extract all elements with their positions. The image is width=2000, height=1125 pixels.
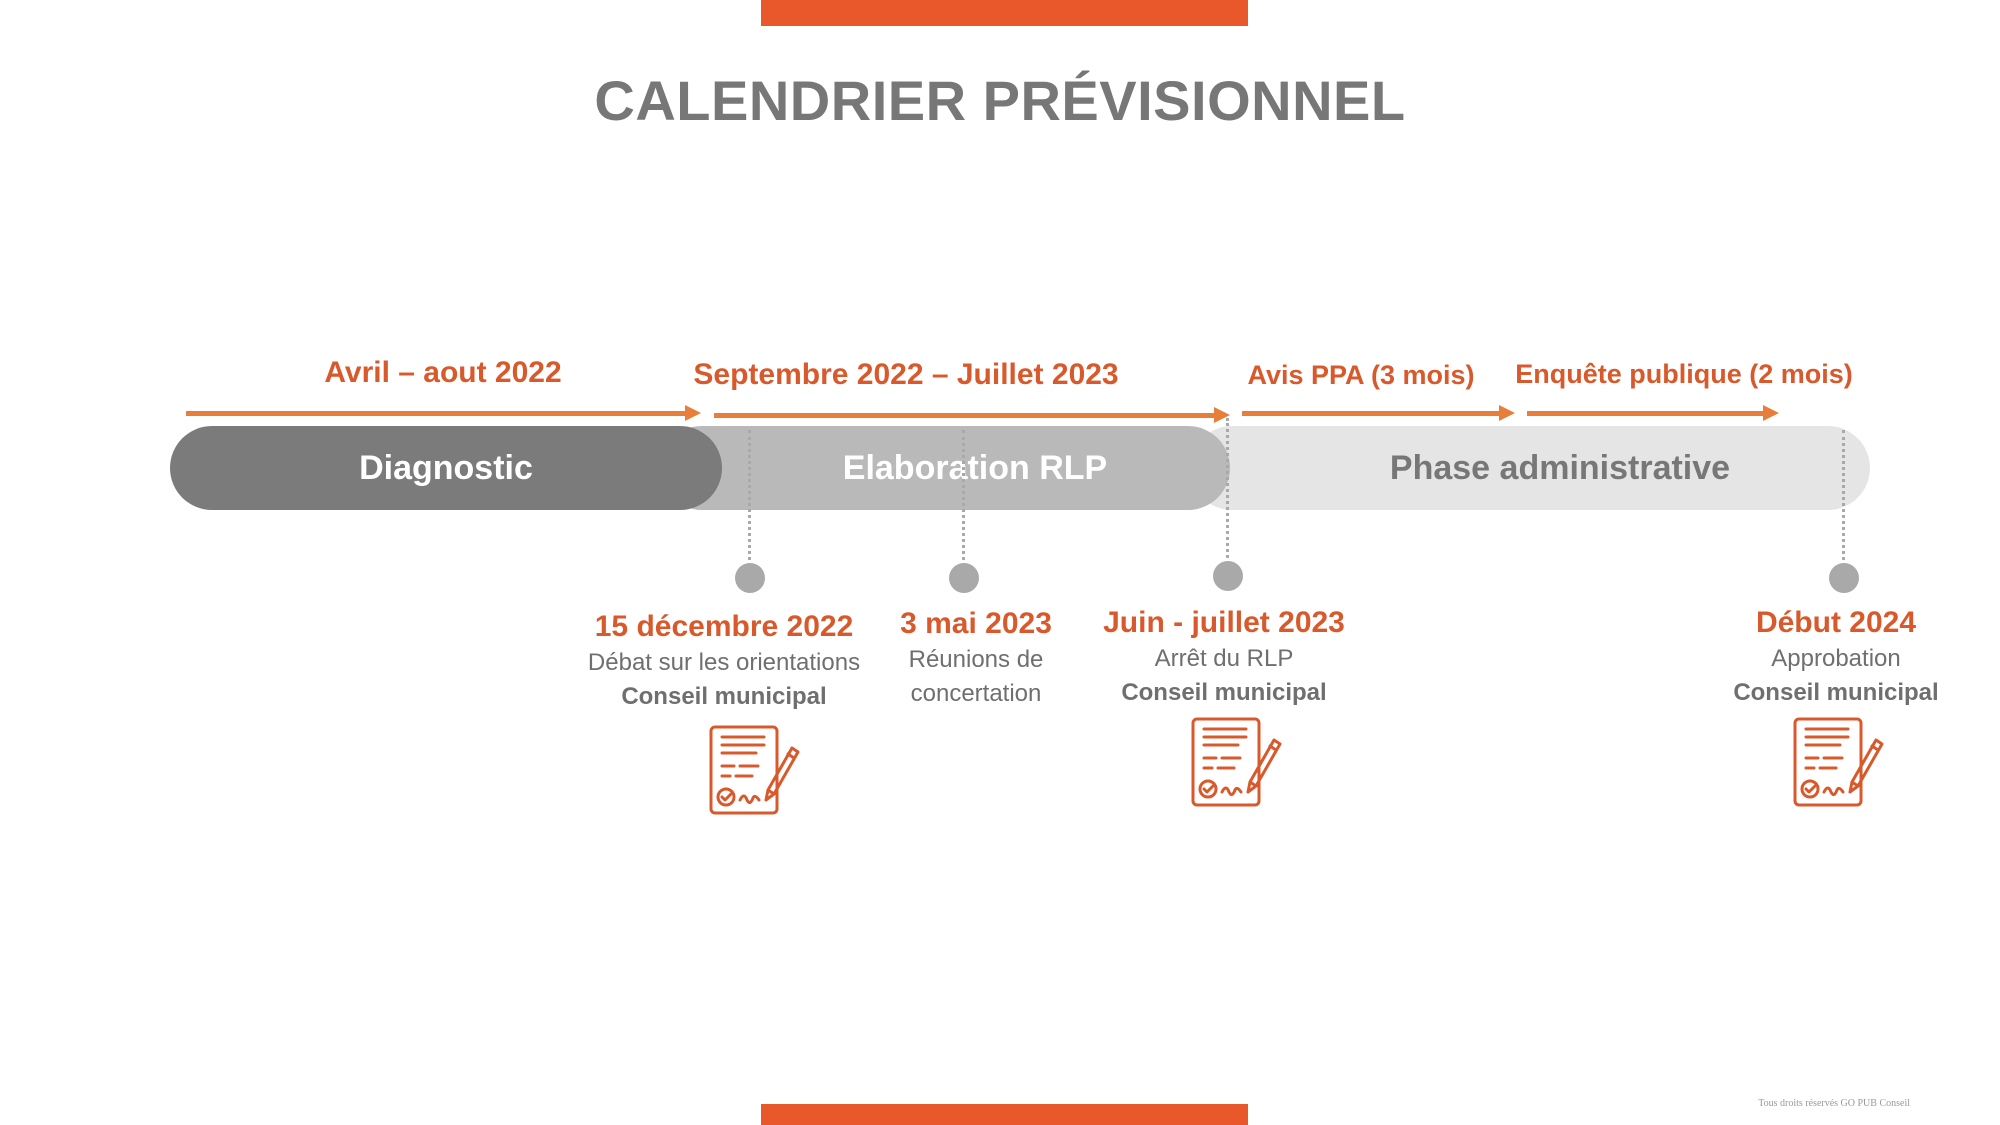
milestone-date: 3 mai 2023 [900, 607, 1052, 640]
phase-administrative [1190, 426, 1870, 510]
connector-line [962, 430, 965, 560]
connector-line [1226, 418, 1229, 558]
milestone-arret [1103, 604, 1345, 710]
phase-elaboration-rlp [660, 426, 1230, 510]
period-label-avis-ppa: Avis PPA (3 mois) [1247, 360, 1475, 390]
bottom-accent-bar [761, 1104, 1248, 1125]
phase-diagnostic-label: Diagnostic [359, 448, 533, 487]
phase-elaboration-label: Elaboration RLP [842, 448, 1108, 487]
signed-document-icon [1190, 716, 1282, 810]
milestone-organ: Conseil municipal [1733, 679, 1939, 706]
arrow-diagnostic [186, 411, 687, 416]
top-accent-bar [761, 0, 1248, 26]
period-label-enquete: Enquête publique (2 mois) [1515, 359, 1853, 389]
period-label-diagnostic: Avril – aout 2022 [324, 356, 562, 389]
milestone-dot [949, 563, 979, 593]
milestone-reunions [900, 605, 1052, 711]
milestone-dot [1829, 563, 1859, 593]
arrow-elaboration [714, 413, 1216, 418]
phase-diagnostic [170, 426, 722, 510]
milestone-description: Approbation [1771, 645, 1901, 672]
milestone-organ: Conseil municipal [621, 683, 827, 710]
milestone-date: Juin - juillet 2023 [1103, 606, 1345, 639]
milestone-description-line2: concertation [910, 680, 1042, 707]
arrow-avis-ppa [1242, 411, 1501, 416]
milestone-description: Réunions de [908, 646, 1044, 673]
milestone-date: Début 2024 [1755, 606, 1917, 639]
milestone-debat [588, 608, 860, 714]
milestone-date: 15 décembre 2022 [594, 610, 854, 643]
signed-document-icon [708, 724, 800, 818]
milestone-dot [1213, 561, 1243, 591]
arrow-enquete [1527, 411, 1765, 416]
milestone-description: Arrêt du RLP [1154, 645, 1294, 672]
milestone-dot [735, 563, 765, 593]
page-title: CALENDRIER PRÉVISIONNEL [594, 69, 1406, 132]
connector-line [1842, 430, 1845, 560]
copyright-note: Tous droits réservés GO PUB Conseil [1758, 1098, 1910, 1109]
milestone-organ: Conseil municipal [1121, 679, 1327, 706]
connector-line [748, 430, 751, 560]
phase-administrative-label: Phase administrative [1389, 448, 1731, 487]
signed-document-icon [1792, 716, 1884, 810]
period-label-elaboration: Septembre 2022 – Juillet 2023 [693, 358, 1119, 391]
milestone-description: Débat sur les orientations [587, 649, 861, 676]
milestone-approbation [1733, 604, 1938, 710]
